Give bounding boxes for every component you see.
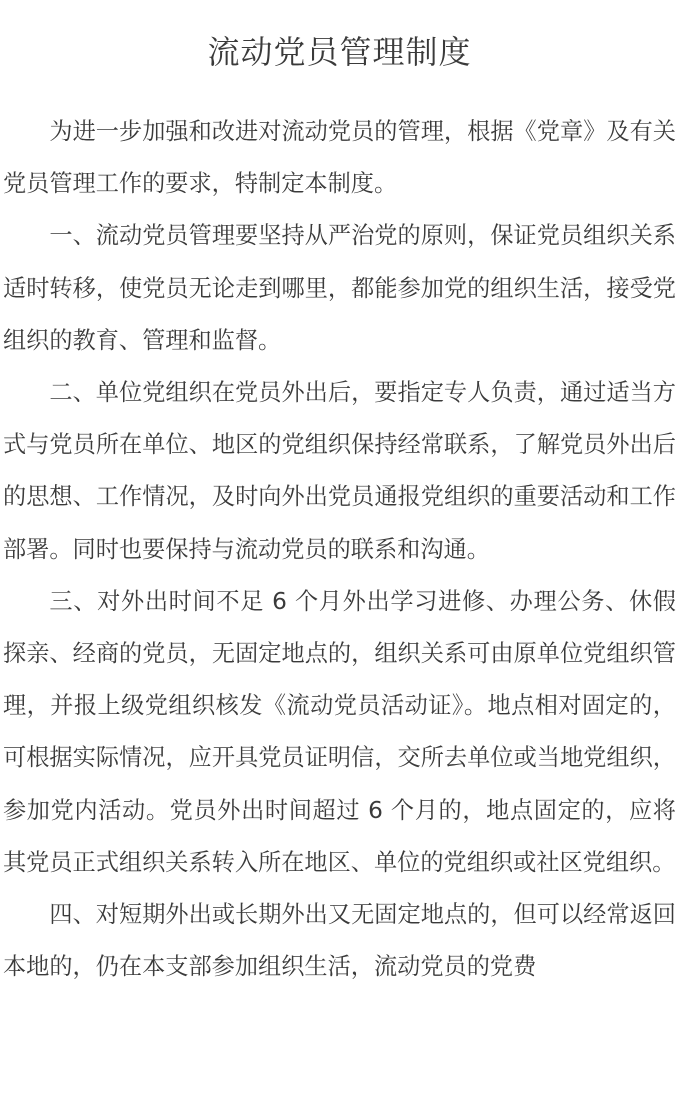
paragraph-article-4: 四、对短期外出或长期外出又无固定地点的，但可以经常返回本地的，仍在本支部参加组织生活，流动党员的党费 [3,901,676,981]
document-title: 流动党员管理制度 [207,33,472,71]
paragraph-intro: 为进一步加强和改进对流动党员的管理，根据《党章》及有关党员管理工作的要求，特制定本制度。 [3,118,676,198]
paragraph-article-1: 一、流动党员管理要坚持从严治党的原则，保证党员组织关系适时转移，使党员无论走到哪里，都能参加党的组织生活，接受党组织的教育、管理和监督。 [3,222,676,354]
paragraph-article-2: 二、单位党组织在党员外出后，要指定专人负责，通过适当方式与党员所在单位、地区的党组织保持经常联系，了解党员外出后的思想、工作情况，及时向外出党员通报党组织的重要活动和工作部署。同时也要保持与流动党员的联系和沟通。 [3,379,676,563]
document-body [3,106,676,993]
paragraph-article-3: 三、对外出时间不足 6 个月外出学习进修、办理公务、休假探亲、经商的党员，无固定地点的，组织关系可由原单位党组织管理，并报上级党组织核发《流动党员活动证》。地点相对固定的，可根据实际情况，应开具党员证明信，交所去单位或当地党组织，参加党内活动。党员外出时间超过 6 个月的，地点固定的，应将其党员正式组织关系转入所在地区、单位的党组织或社区党组织。 [3,587,676,876]
